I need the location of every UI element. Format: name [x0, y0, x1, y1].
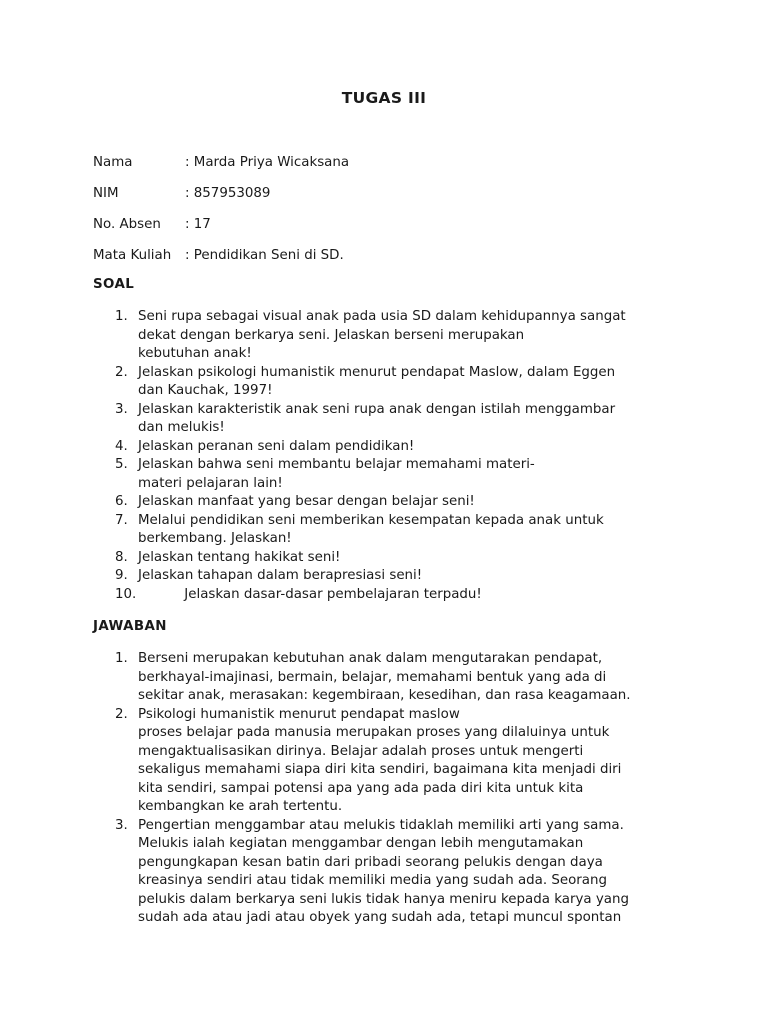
item-text-line: kreasinya sendiri atau tidak memiliki media yang sudah ada. Seorang: [138, 873, 607, 888]
item-number: 1.: [115, 309, 128, 324]
item-text-line: Psikologi humanistik menurut pendapat maslow: [138, 706, 460, 722]
item-text-line: berkembang. Jelaskan!: [138, 531, 292, 546]
soal-item: [93, 512, 673, 549]
jawaban-heading: JAWABAN: [93, 619, 167, 634]
item-text-line: Jelaskan tahapan dalam berapresiasi seni!: [138, 568, 423, 583]
soal-item: [93, 308, 673, 364]
item-text-line: materi pelajaran lain!: [138, 475, 283, 491]
item-number: 8.: [115, 549, 128, 565]
nama-value: : Marda Priya Wicaksana: [185, 155, 350, 170]
item-text-line: proses belajar pada manusia merupakan proses yang dilaluinya untuk: [138, 725, 610, 740]
item-text-line: dekat dengan berkarya seni. Jelaskan berseni merupakan: [138, 327, 525, 343]
jawaban-item: [93, 817, 673, 928]
item-number: 2.: [115, 364, 128, 380]
item-text-line: pelukis dalam berkarya seni lukis tidak hanya meniru kepada karya yang: [138, 891, 629, 907]
mata-kuliah-label: Mata Kuliah: [93, 248, 172, 263]
absen-value: : 17: [185, 217, 211, 232]
soal-item: [93, 586, 673, 605]
item-number: 6.: [115, 494, 128, 509]
item-text-line: kita sendiri, sampai potensi apa yang ada pada diri kita untuk kita: [138, 780, 584, 796]
item-text-line: Melalui pendidikan seni memberikan kesempatan kepada anak untuk: [138, 512, 604, 528]
item-text-line: sekitar anak, merasakan: kegembiraan, kesedihan, dan rasa keagamaan.: [138, 688, 631, 703]
item-text-line: sekaligus memahami siapa diri kita sendiri, bagaimana kita menjadi diri: [138, 762, 622, 777]
item-text-line: Pengertian menggambar atau melukis tidaklah memiliki arti yang sama.: [138, 817, 624, 833]
item-text-line: sudah ada atau jadi atau obyek yang sudah ada, tetapi muncul spontan: [138, 910, 622, 925]
item-text-line: Melukis ialah kegiatan menggambar dengan lebih mengutamakan: [138, 836, 584, 851]
item-number: 5.: [115, 457, 128, 472]
item-number: 3.: [115, 401, 128, 417]
item-text-line: Seni rupa sebagai visual anak pada usia SD dalam kehidupannya sangat: [138, 309, 626, 324]
item-text-line: kembangkan ke arah tertentu.: [138, 799, 343, 814]
item-number: 10.: [115, 586, 137, 602]
item-number: 2.: [115, 706, 128, 722]
soal-item: [93, 549, 673, 568]
item-number: 1.: [115, 651, 128, 666]
document-title: TUGAS III: [341, 89, 427, 107]
jawaban-item: [93, 650, 673, 706]
item-text-line: Berseni merupakan kebutuhan anak dalam mengutarakan pendapat,: [138, 651, 603, 666]
item-text-line: dan Kauchak, 1997!: [138, 383, 273, 398]
jawaban-list: [93, 650, 673, 928]
mata-kuliah-value: : Pendidikan Seni di SD.: [185, 248, 344, 263]
nim-value: : 857953089: [185, 186, 271, 201]
jawaban-item: [93, 706, 673, 817]
item-number: 4.: [115, 438, 128, 454]
item-text-line: Jelaskan bahwa seni membantu belajar memahami materi-: [138, 457, 535, 472]
absen-label: No. Absen: [93, 217, 161, 232]
item-text-line: berkhayal-imajinasi, bermain, belajar, memahami bentuk yang ada di: [138, 669, 607, 685]
soal-list: [93, 308, 673, 604]
item-number: 7.: [115, 512, 128, 528]
soal-item: [93, 401, 673, 438]
soal-heading: SOAL: [93, 277, 135, 292]
item-text-line: Jelaskan dasar-dasar pembelajaran terpadu!: [184, 586, 482, 602]
nim-label: NIM: [93, 186, 119, 201]
item-text-line: Jelaskan psikologi humanistik menurut pendapat Maslow, dalam Eggen: [138, 364, 616, 380]
item-text-line: pengungkapan kesan batin dari pribadi seorang pelukis dengan daya: [138, 854, 603, 870]
soal-item: [93, 438, 673, 457]
soal-item: [93, 567, 673, 586]
soal-item: [93, 456, 673, 493]
item-number: 3.: [115, 817, 128, 833]
item-text-line: Jelaskan manfaat yang besar dengan belajar seni!: [138, 494, 475, 509]
item-text-line: kebutuhan anak!: [138, 346, 252, 361]
item-text-line: dan melukis!: [138, 420, 225, 435]
soal-item: [93, 364, 673, 401]
item-text-line: Jelaskan peranan seni dalam pendidikan!: [138, 438, 415, 454]
item-text-line: Jelaskan karakteristik anak seni rupa anak dengan istilah menggambar: [138, 401, 616, 417]
item-number: 9.: [115, 568, 128, 583]
item-text-line: mengaktualisasikan dirinya. Belajar adalah proses untuk mengerti: [138, 743, 584, 759]
item-text-line: Jelaskan tentang hakikat seni!: [138, 549, 341, 565]
nama-label: Nama: [93, 155, 133, 170]
soal-item: [93, 493, 673, 512]
